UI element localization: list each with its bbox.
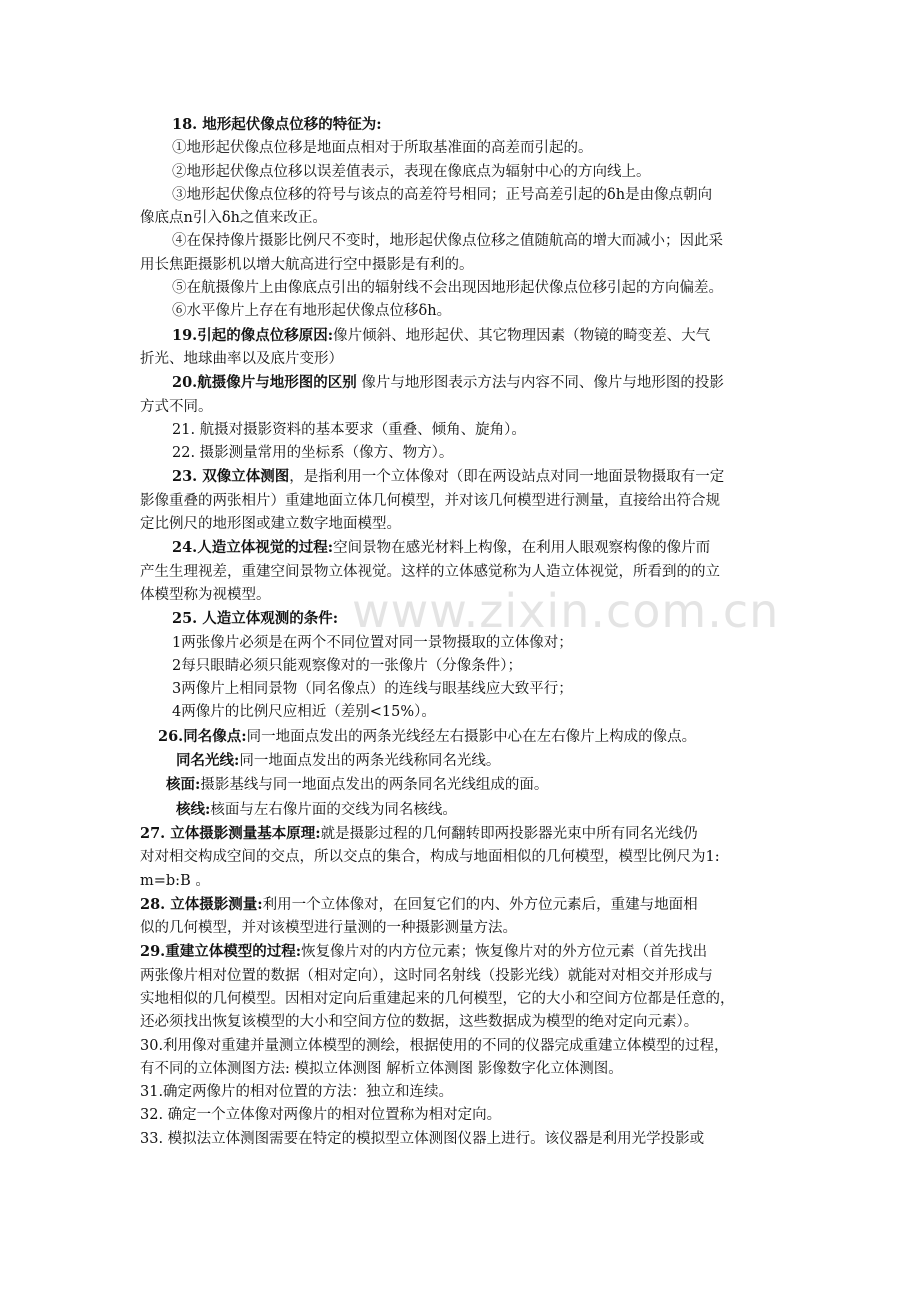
body-text: 定比例尺的地形图或建立数字地面模型。 bbox=[140, 516, 401, 533]
body-text: ③地形起伏像点位移的符号与该点的高差符号相同；正号高差引起的δh是由像点朝向 bbox=[172, 186, 713, 203]
text-line bbox=[140, 678, 800, 701]
text-line bbox=[140, 348, 800, 371]
text-line bbox=[140, 207, 800, 230]
text-line bbox=[140, 632, 800, 655]
text-line bbox=[140, 725, 800, 749]
bold-heading: 27. 立体摄影测量基本原理: bbox=[140, 824, 321, 842]
body-text: 31.确定两像片的相对位置的方法：独立和连续。 bbox=[140, 1084, 454, 1101]
text-line bbox=[140, 442, 800, 465]
body-text: 同一地面点发出的两条光线称同名光线。 bbox=[239, 753, 501, 770]
bold-heading: 核面: bbox=[166, 776, 201, 794]
text-line bbox=[140, 701, 800, 724]
bold-heading: 23. 双像立体测图 bbox=[172, 468, 290, 486]
body-text: 摄影基线与同一地面点发出的两条同名光线组成的面。 bbox=[200, 777, 549, 794]
body-text: 还必须找出恢复该模型的大小和空间方位的数据，这些数据成为模型的绝对定向元素）。 bbox=[140, 1014, 699, 1031]
text-line bbox=[140, 230, 800, 253]
body-text: ②地形起伏像点位移以误差值表示，表现在像底点为辐射中心的方向线上。 bbox=[172, 163, 651, 180]
text-line bbox=[140, 184, 800, 207]
text-line bbox=[140, 1035, 800, 1058]
text-line bbox=[140, 749, 800, 773]
text-line bbox=[140, 490, 800, 513]
body-text: 利用一个立体像对，在回复它们的内、外方位元素后，重建与地面相 bbox=[262, 896, 698, 913]
text-line bbox=[140, 893, 800, 917]
body-text: 2每只眼睛必须只能观察像对的一张像片（分像条件）； bbox=[172, 657, 522, 674]
text-line bbox=[140, 254, 800, 277]
body-text: 有不同的立体测图方法: 模拟立体测图 解析立体测图 影像数字化立体测图。 bbox=[140, 1060, 623, 1077]
body-text: 像片与地形图表示方法与内容不同、像片与地形图的投影 bbox=[356, 375, 724, 392]
body-text: ⑥水平像片上存在有地形起伏像点位移δh。 bbox=[172, 303, 452, 320]
text-line bbox=[140, 1011, 800, 1034]
body-text: 恢复像片对的内方位元素；恢复像片对的外方位元素（首先找出 bbox=[301, 944, 708, 961]
body-text: ④在保持像片摄影比例尺不变时，地形起伏像点位移之值随航高的增大而减小；因此采 bbox=[172, 233, 723, 250]
body-text: 像底点n引入δh之值来改正。 bbox=[140, 210, 327, 227]
body-text: 似的几何模型，并对该模型进行量测的一种摄影测量方法。 bbox=[140, 920, 517, 937]
text-line bbox=[140, 1128, 800, 1151]
body-text: 30.利用像对重建并量测立体模型的测绘，根据使用的不同的仪器完成重建立体模型的过程， bbox=[140, 1037, 729, 1054]
text-line bbox=[140, 513, 800, 536]
body-text: ①地形起伏像点位移是地面点相对于所取基准面的高差而引起的。 bbox=[172, 140, 593, 157]
text-line bbox=[140, 371, 800, 395]
body-text: ⑤在航摄像片上由像底点引出的辐射线不会出现因地形起伏像点位移引起的方向偏差。 bbox=[172, 280, 723, 297]
bold-heading: 19.引起的像点位移原因: bbox=[172, 326, 334, 344]
body-text: 核面与左右像片面的交线为同名核线。 bbox=[210, 801, 457, 818]
text-line bbox=[140, 870, 800, 893]
text-line bbox=[140, 655, 800, 678]
body-text: 实地相似的几何模型。因相对定向后重建起来的几何模型，它的大小和空间方位都是任意的， bbox=[140, 990, 735, 1007]
text-line bbox=[140, 940, 800, 964]
text-line bbox=[140, 773, 800, 797]
bold-heading: 24.人造立体视觉的过程: bbox=[172, 539, 334, 557]
text-line bbox=[140, 419, 800, 442]
body-text: 产生生理视差，重建空间景物立体视觉。这样的立体感觉称为人造立体视觉，所看到的的立 bbox=[140, 563, 720, 580]
text-line bbox=[140, 561, 800, 584]
text-line bbox=[140, 137, 800, 160]
body-text: 像片倾斜、地形起伏、其它物理因素（物镜的畸变差、大气 bbox=[333, 327, 711, 344]
text-line bbox=[140, 584, 800, 607]
text-line bbox=[140, 300, 800, 323]
text-line bbox=[140, 465, 800, 489]
body-text: 22. 摄影测量常用的坐标系（像方、物方）。 bbox=[172, 445, 454, 462]
text-line bbox=[140, 846, 800, 869]
body-text: 21. 航摄对摄影资料的基本要求（重叠、倾角、旋角）。 bbox=[172, 421, 526, 438]
body-text: ，是指利用一个立体像对（即在两设站点对同一地面景物摄取有一定 bbox=[289, 469, 725, 486]
body-text: 方式不同。 bbox=[140, 398, 213, 415]
body-text: 33. 模拟法立体测图需要在特定的模拟型立体测图仪器上进行。该仪器是利用光学投影或 bbox=[140, 1130, 705, 1147]
text-line bbox=[140, 1081, 800, 1104]
body-text: 同一地面点发出的两条光线经左右摄影中心在左右像片上构成的像点。 bbox=[246, 728, 697, 745]
body-text: 空间景物在感光材料上构像，在利用人眼观察构像的像片而 bbox=[333, 540, 711, 557]
text-line bbox=[140, 607, 800, 631]
text-line bbox=[140, 396, 800, 419]
body-text: 两张像片相对位置的数据（相对定向），这时同名射线（投影光线）就能对对相交并形成与 bbox=[140, 967, 713, 984]
watermark: www.zixin.com.cn bbox=[352, 584, 780, 638]
text-line bbox=[140, 324, 800, 348]
text-line bbox=[140, 113, 800, 137]
body-text: 折光、地球曲率以及底片变形） bbox=[140, 350, 343, 367]
text-line bbox=[140, 822, 800, 846]
body-text: m=b:B 。 bbox=[140, 872, 210, 889]
bold-heading: 25. 人造立体观测的条件: bbox=[172, 610, 339, 628]
body-text: 就是摄影过程的几何翻转即两投影器光束中所有同名光线仍 bbox=[320, 825, 698, 842]
body-text: 1两张像片必须是在两个不同位置对同一景物摄取的立体像对； bbox=[172, 634, 573, 651]
text-line bbox=[140, 536, 800, 560]
text-line bbox=[140, 798, 800, 822]
text-line bbox=[140, 988, 800, 1011]
text-line bbox=[140, 917, 800, 940]
document-body bbox=[140, 113, 800, 1151]
bold-heading: 20.航摄像片与地形图的区别 bbox=[172, 374, 357, 392]
text-line bbox=[140, 161, 800, 184]
text-line bbox=[140, 1104, 800, 1127]
text-line bbox=[140, 277, 800, 300]
body-text: 用长焦距摄影机以增大航高进行空中摄影是有利的。 bbox=[140, 256, 474, 273]
body-text: 4两像片的比例尺应相近（差别<15%）。 bbox=[172, 704, 436, 721]
text-line bbox=[140, 1058, 800, 1081]
body-text: 32. 确定一个立体像对两像片的相对位置称为相对定向。 bbox=[140, 1107, 502, 1124]
bold-heading: 28. 立体摄影测量: bbox=[140, 895, 263, 913]
body-text: 对对相交构成空间的交点，所以交点的集合，构成与地面相似的几何模型，模型比例尺为1: bbox=[140, 849, 720, 866]
bold-heading: 同名光线: bbox=[176, 752, 240, 770]
text-line bbox=[140, 965, 800, 988]
bold-heading: 29.重建立体模型的过程: bbox=[140, 943, 302, 961]
body-text: 体模型称为视模型。 bbox=[140, 586, 271, 603]
bold-heading: 18. 地形起伏像点位移的特征为: bbox=[172, 116, 382, 133]
bold-heading: 26.同名像点: bbox=[158, 727, 247, 745]
body-text: 3两像片上相同景物（同名像点）的连线与眼基线应大致平行； bbox=[172, 681, 573, 698]
body-text: 影像重叠的两张相片）重建地面立体几何模型，并对该几何模型进行测量，直接给出符合规 bbox=[140, 492, 720, 509]
bold-heading: 核线: bbox=[176, 800, 211, 818]
